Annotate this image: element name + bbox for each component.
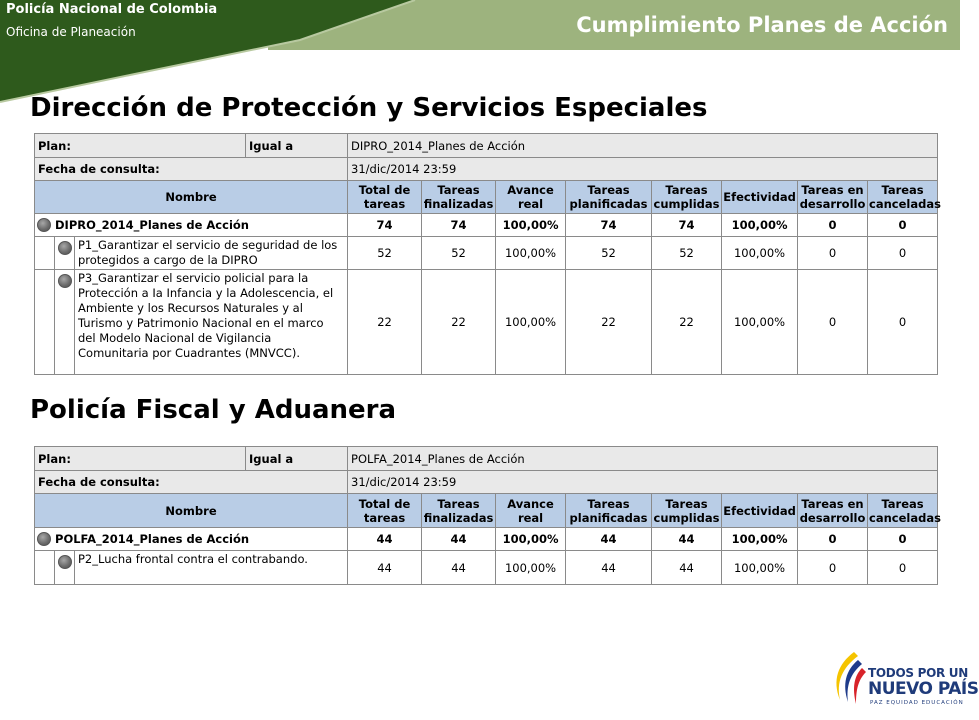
row-name: P1_Garantizar el servicio de seguridad de los protegidos a cargo de la DIPRO xyxy=(75,237,348,270)
col-header-avance-real: Avance real xyxy=(496,181,566,214)
row-value-tareas-planificadas: 44 xyxy=(566,551,652,585)
total-value-total-tareas: 74 xyxy=(348,214,422,237)
total-value-efectividad: 100,00% xyxy=(722,528,798,551)
date-value: 31/dic/2014 23:59 xyxy=(348,158,938,181)
row-value-avance-real: 100,00% xyxy=(496,237,566,270)
total-value-avance-real: 100,00% xyxy=(496,528,566,551)
plan-operator: Igual a xyxy=(246,134,348,158)
col-header-tareas-finalizadas: Tareas finalizadas xyxy=(422,494,496,528)
indent-cell xyxy=(35,237,55,270)
col-header-tareas-planificadas: Tareas planificadas xyxy=(566,494,652,528)
plan-value: DIPRO_2014_Planes de Acción xyxy=(348,134,938,158)
expand-node-icon[interactable] xyxy=(58,241,72,255)
indent-cell xyxy=(35,270,55,375)
table-row xyxy=(35,237,938,270)
column-header-row xyxy=(35,181,938,214)
total-value-tareas-finalizadas: 44 xyxy=(422,528,496,551)
org-office: Oficina de Planeación xyxy=(6,25,136,39)
report-table-dipro xyxy=(34,133,941,375)
date-label: Fecha de consulta: xyxy=(35,158,348,181)
col-header-tareas-cumplidas: Tareas cumplidas xyxy=(652,494,722,528)
total-value-total-tareas: 44 xyxy=(348,528,422,551)
row-value-tareas-finalizadas: 44 xyxy=(422,551,496,585)
flag-swoosh-icon xyxy=(828,650,868,710)
col-header-efectividad: Efectividad xyxy=(722,494,798,528)
row-value-efectividad: 100,00% xyxy=(722,237,798,270)
row-value-total-tareas: 52 xyxy=(348,237,422,270)
table-row xyxy=(35,551,938,585)
expand-node-icon[interactable] xyxy=(37,532,51,546)
table-row xyxy=(35,270,938,375)
col-header-efectividad: Efectividad xyxy=(722,181,798,214)
total-value-tareas-cumplidas: 44 xyxy=(652,528,722,551)
col-header-tareas-cumplidas: Tareas cumplidas xyxy=(652,181,722,214)
row-value-tareas-cumplidas: 22 xyxy=(652,270,722,375)
total-name-cell xyxy=(35,528,348,551)
col-header-nombre: Nombre xyxy=(35,494,348,528)
slide-title: Cumplimiento Planes de Acción xyxy=(576,13,948,37)
row-value-efectividad: 100,00% xyxy=(722,270,798,375)
row-value-tareas-finalizadas: 52 xyxy=(422,237,496,270)
row-value-tareas-en-desarrollo: 0 xyxy=(798,270,868,375)
indent-cell xyxy=(35,551,55,585)
expand-node-icon[interactable] xyxy=(58,555,72,569)
plan-label: Plan: xyxy=(35,447,246,471)
row-value-total-tareas: 44 xyxy=(348,551,422,585)
total-row xyxy=(35,528,938,551)
row-value-tareas-en-desarrollo: 0 xyxy=(798,551,868,585)
total-value-efectividad: 100,00% xyxy=(722,214,798,237)
row-value-tareas-planificadas: 22 xyxy=(566,270,652,375)
node-cell xyxy=(55,551,75,585)
node-cell xyxy=(55,270,75,375)
plan-label: Plan: xyxy=(35,134,246,158)
plan-operator: Igual a xyxy=(246,447,348,471)
report-table-polfa xyxy=(34,446,941,585)
total-value-tareas-canceladas: 0 xyxy=(868,214,938,237)
expand-node-icon[interactable] xyxy=(58,274,72,288)
total-value-tareas-cumplidas: 74 xyxy=(652,214,722,237)
col-header-tareas-planificadas: Tareas planificadas xyxy=(566,181,652,214)
total-name-cell xyxy=(35,214,348,237)
total-name: DIPRO_2014_Planes de Acción xyxy=(55,217,249,232)
row-value-tareas-canceladas: 0 xyxy=(868,551,938,585)
row-value-efectividad: 100,00% xyxy=(722,551,798,585)
total-value-tareas-en-desarrollo: 0 xyxy=(798,214,868,237)
row-name: P2_Lucha frontal contra el contrabando. xyxy=(75,551,348,585)
plan-value: POLFA_2014_Planes de Acción xyxy=(348,447,938,471)
date-value: 31/dic/2014 23:59 xyxy=(348,471,938,494)
row-value-total-tareas: 22 xyxy=(348,270,422,375)
column-header-row xyxy=(35,494,938,528)
logo-tagline: PAZ EQUIDAD EDUCACIÓN xyxy=(870,700,964,706)
row-value-tareas-en-desarrollo: 0 xyxy=(798,237,868,270)
plan-filter-row xyxy=(35,134,938,158)
total-value-tareas-canceladas: 0 xyxy=(868,528,938,551)
col-header-tareas-en-desarrollo: Tareas en desarrollo xyxy=(798,494,868,528)
row-name: P3_Garantizar el servicio policial para la Protección a Ia Infancia y la Adolescencia, el Ambiente y los Recursos Naturales y al Turismo y Patrimonio Nacional en el marco del Modelo Nacional de Vigilancia Comunitaria por Cuadrantes (MNVCC). xyxy=(75,270,348,375)
row-value-tareas-cumplidas: 52 xyxy=(652,237,722,270)
date-filter-row xyxy=(35,158,938,181)
row-value-tareas-canceladas: 0 xyxy=(868,270,938,375)
total-value-avance-real: 100,00% xyxy=(496,214,566,237)
col-header-tareas-canceladas: Tareas canceladas xyxy=(868,181,938,214)
col-header-tareas-canceladas: Tareas canceladas xyxy=(868,494,938,528)
col-header-nombre: Nombre xyxy=(35,181,348,214)
total-name: POLFA_2014_Planes de Acción xyxy=(55,531,250,546)
col-header-total-tareas: Total de tareas xyxy=(348,181,422,214)
date-label: Fecha de consulta: xyxy=(35,471,348,494)
row-value-tareas-planificadas: 52 xyxy=(566,237,652,270)
government-logo xyxy=(828,650,979,710)
section-heading-dipro: Dirección de Protección y Servicios Especiales xyxy=(30,93,708,123)
row-value-tareas-canceladas: 0 xyxy=(868,237,938,270)
col-header-avance-real: Avance real xyxy=(496,494,566,528)
section-heading-polfa: Policía Fiscal y Aduanera xyxy=(30,395,397,425)
date-filter-row xyxy=(35,471,938,494)
col-header-tareas-finalizadas: Tareas finalizadas xyxy=(422,181,496,214)
total-value-tareas-en-desarrollo: 0 xyxy=(798,528,868,551)
row-value-tareas-cumplidas: 44 xyxy=(652,551,722,585)
total-value-tareas-planificadas: 74 xyxy=(566,214,652,237)
node-cell xyxy=(55,237,75,270)
row-value-avance-real: 100,00% xyxy=(496,551,566,585)
col-header-tareas-en-desarrollo: Tareas en desarrollo xyxy=(798,181,868,214)
expand-node-icon[interactable] xyxy=(37,218,51,232)
plan-filter-row xyxy=(35,447,938,471)
col-header-total-tareas: Total de tareas xyxy=(348,494,422,528)
org-name: Policía Nacional de Colombia xyxy=(6,2,218,17)
row-value-tareas-finalizadas: 22 xyxy=(422,270,496,375)
logo-line1: TODOS POR UN xyxy=(868,666,968,680)
total-value-tareas-finalizadas: 74 xyxy=(422,214,496,237)
row-value-avance-real: 100,00% xyxy=(496,270,566,375)
logo-line2: NUEVO PAÍS xyxy=(868,679,979,699)
total-value-tareas-planificadas: 44 xyxy=(566,528,652,551)
total-row xyxy=(35,214,938,237)
